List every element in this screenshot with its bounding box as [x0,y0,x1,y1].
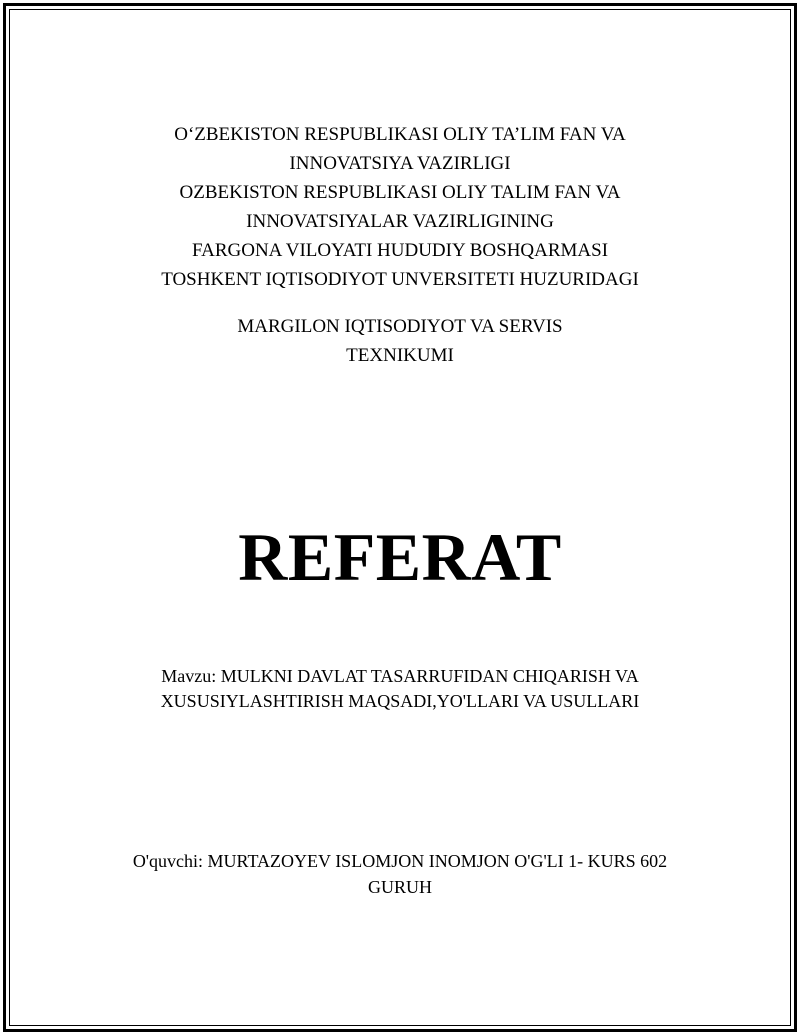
header-line-4: INNOVATSIYALAR VAZIRLIGINING [246,211,554,232]
header-line-5: FARGONA VILOYATI HUDUDIY BOSHQARMASI [191,240,609,261]
college-name [0,312,800,370]
topic-line-1: Mavzu: MULKNI DAVLAT TASARRUFIDAN CHIQARISH VA [161,666,639,686]
header-line-3: OZBEKISTON RESPUBLIKASI OLIY TALIM FAN VA [179,182,621,203]
header-line-1: O‘ZBEKISTON RESPUBLIKASI OLIY TA’LIM FAN VA [174,124,626,145]
header-line-2: INNOVATSIYA VAZIRLIGI [289,153,511,174]
topic-block [0,664,800,714]
student-line-1: O'quvchi: MURTAZOYEV ISLOMJON INOMJON O'G'LI 1- KURS 602 [132,851,668,871]
student-block [0,848,800,900]
topic-line-2: XUSUSIYLASHTIRISH MAQSADI,YO'LLARI VA USULLARI [160,691,640,711]
college-line-1: MARGILON IQTISODIYOT VA SERVIS [237,316,563,337]
ministry-header [0,120,800,294]
document-title: REFERAT [238,519,562,595]
header-line-6: TOSHKENT IQTISODIYOT UNVERSITETI HUZURIDAGI [161,269,639,290]
college-line-2: TEXNIKUMI [346,345,454,366]
student-line-2: GURUH [367,877,432,897]
document-title-block [0,512,800,602]
